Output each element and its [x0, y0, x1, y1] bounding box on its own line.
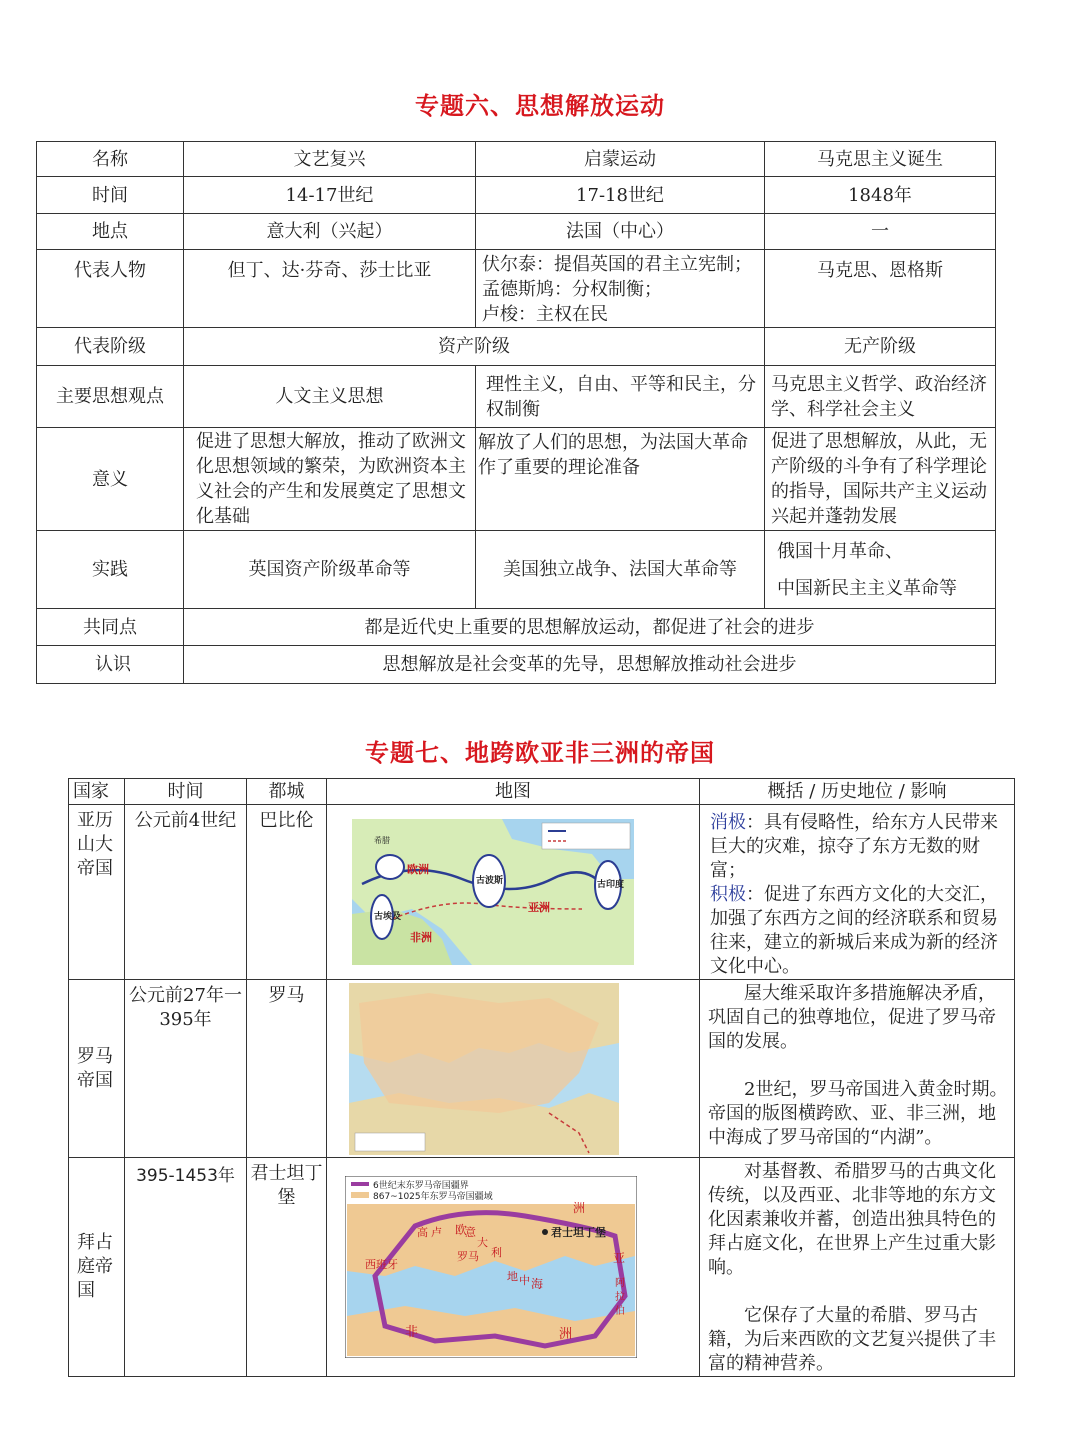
capital-alexander: 巴比伦 — [247, 805, 327, 980]
country-alexander: 亚历山大帝国 — [69, 805, 125, 980]
time-rome: 公元前27年一395年 — [125, 980, 247, 1158]
byzantine-p2: 它保存了大量的希腊、罗马古籍，为后来西欧的文艺复兴提供了丰富的精神营养。 — [708, 1305, 996, 1374]
map-label-lu: 卢 — [431, 1226, 442, 1239]
alexander-positive — [710, 883, 1008, 979]
map-label-bo: 伯 — [615, 1306, 625, 1317]
map-label-li: 利 — [491, 1246, 502, 1259]
label-positive: 积极 — [710, 884, 746, 905]
header-summary: 概括 / 历史地位 / 影响 — [700, 779, 1015, 805]
table-row — [69, 1158, 1015, 1377]
cell-renaissance-figures: 但丁、达·芬奇、莎士比亚 — [184, 250, 476, 328]
summary-alexander — [700, 805, 1015, 980]
cell-marxism-time: 1848年 — [765, 177, 996, 214]
table-row — [69, 980, 1015, 1158]
table-row — [37, 214, 996, 250]
map-label-asia: 亚 — [613, 1251, 626, 1265]
time-byzantine: 395-1453年 — [125, 1158, 247, 1377]
row-label-common: 共同点 — [37, 609, 184, 646]
cell-enlightenment-ideas: 理性主义，自由、平等和民主，分权制衡 — [476, 366, 765, 428]
label-negative: 消极 — [710, 812, 746, 833]
figure-montesquieu: 孟德斯鸠：分权制衡； — [482, 279, 662, 300]
thought-liberation-table — [36, 141, 996, 684]
table-row — [37, 531, 996, 609]
country-rome: 罗马帝国 — [69, 980, 125, 1158]
map-label-di: 地 — [507, 1270, 518, 1283]
spacer — [708, 1054, 1010, 1078]
map-alexander-cell — [327, 805, 700, 980]
cell-enlightenment-significance: 解放了人们的思想，为法国大革命作了重要的理论准备 — [476, 428, 765, 531]
cell-marxism-figures: 马克思、恩格斯 — [765, 250, 996, 328]
cell-renaissance-significance: 促进了思想大解放，推动了欧洲文化思想领域的繁荣，为欧洲资本主义社会的产生和发展奠定了思想文化基础 — [184, 428, 476, 531]
cell-renaissance-practice: 英国资产阶级革命等 — [184, 531, 476, 609]
cell-enlightenment-figures — [476, 250, 765, 328]
table-row — [37, 646, 996, 684]
figure-voltaire: 伏尔泰：提倡英国的君主立宪制； — [482, 254, 752, 275]
row-label-understanding: 认识 — [37, 646, 184, 684]
header-time: 时间 — [125, 779, 247, 805]
map-label-africa: 非 — [405, 1325, 419, 1340]
cell-bourgeois: 资产阶级 — [184, 328, 765, 366]
byzantine-p1: 对基督教、希腊罗马的古典文化传统，以及西亚、北非等地的东方文化因素兼收并蓄，创造出独具特色的拜占庭文化，在世界上产生过重大影响。 — [708, 1161, 996, 1278]
map-label-greece: 希腊 — [374, 836, 390, 845]
rome-p1: 屋大维采取许多措施解决矛盾，巩固自己的独尊地位，促进了罗马帝国的发展。 — [708, 983, 996, 1052]
header-map: 地图 — [327, 779, 700, 805]
map-label-africa-zhou: 洲 — [559, 1327, 573, 1342]
row-label-class: 代表阶级 — [37, 328, 184, 366]
cell-renaissance-ideas: 人文主义思想 — [184, 366, 476, 428]
cell-common: 都是近代史上重要的思想解放运动，都促进了社会的进步 — [184, 609, 996, 646]
capital-byzantine: 君士坦丁堡 — [247, 1158, 327, 1377]
map-greece-marker — [376, 855, 404, 879]
capital-rome: 罗马 — [247, 980, 327, 1158]
table-row — [69, 779, 1015, 805]
section6-title: 专题六、思想解放运动 — [415, 91, 665, 120]
map-label-sea: 海 — [531, 1277, 544, 1291]
cell-understanding: 思想解放是社会变革的先导，思想解放推动社会进步 — [184, 646, 996, 684]
map-rome-cell — [327, 980, 700, 1158]
map-capital-dot — [542, 1229, 548, 1235]
map-label-rome: 罗马 — [457, 1250, 479, 1263]
cell-enlightenment-practice: 美国独立战争、法国大革命等 — [476, 531, 765, 609]
map-label-europe: 欧洲 — [407, 863, 429, 876]
map-legend — [542, 823, 630, 849]
row-label-figures: 代表人物 — [37, 250, 184, 328]
map-label-capital: 君士坦丁堡 — [551, 1226, 606, 1239]
map-alexander — [352, 819, 634, 965]
cell-marxism-practice — [765, 531, 996, 609]
map-label-spain: 西班牙 — [365, 1258, 398, 1271]
cell-marxism-place: 一 — [765, 214, 996, 250]
row-label-place: 地点 — [37, 214, 184, 250]
cell-enlightenment-place: 法国（中心） — [476, 214, 765, 250]
map-rome — [349, 983, 619, 1155]
map-label-europe-zhou: 洲 — [573, 1201, 586, 1215]
summary-rome — [700, 980, 1015, 1158]
country-byzantine: 拜占庭帝国 — [69, 1158, 125, 1377]
map-label-india: 古印度 — [597, 880, 625, 890]
header-renaissance: 文艺复兴 — [184, 142, 476, 177]
map-legend-2: 867~1025年东罗马帝国疆域 — [373, 1192, 493, 1202]
map-label-da: 大 — [477, 1236, 488, 1249]
table-row — [37, 142, 996, 177]
table-row — [37, 609, 996, 646]
cell-renaissance-place: 意大利（兴起） — [184, 214, 476, 250]
header-marxism: 马克思主义诞生 — [765, 142, 996, 177]
map-label-africa: 非洲 — [410, 931, 432, 944]
table-row — [37, 250, 996, 328]
header-country: 国家 — [69, 779, 125, 805]
map-label-yi: 意 — [465, 1226, 476, 1239]
rome-p2: 2世纪，罗马帝国进入黄金时期。帝国的版图横跨欧、亚、非三洲，地中海成了罗马帝国的“内湖”。 — [708, 1079, 1008, 1148]
table-row — [37, 428, 996, 531]
row-label-time: 时间 — [37, 177, 184, 214]
practice-china: 中国新民主主义革命等 — [777, 577, 957, 599]
time-alexander: 公元前4世纪 — [125, 805, 247, 980]
cell-renaissance-time: 14-17世纪 — [184, 177, 476, 214]
header-capital: 都城 — [247, 779, 327, 805]
table-row — [69, 805, 1015, 980]
cell-proletariat: 无产阶级 — [765, 328, 996, 366]
figure-rousseau: 卢梭：主权在民 — [482, 304, 608, 325]
empires-table — [68, 778, 1015, 1377]
text-positive: ：促进了东西方文化的大交汇，加强了东西方之间的经济联系和贸易往来，建立的新城后来成为新的经济文化中心。 — [710, 884, 998, 977]
map-legend-1: 6世纪末东罗马帝国疆界 — [373, 1181, 469, 1191]
alexander-negative — [710, 811, 1008, 883]
practice-october: 俄国十月革命、 — [777, 540, 903, 562]
cell-enlightenment-time: 17-18世纪 — [476, 177, 765, 214]
row-label-practice: 实践 — [37, 531, 184, 609]
row-label-ideas: 主要思想观点 — [37, 366, 184, 428]
map-label-gao: 高 — [417, 1226, 428, 1239]
map-legend — [355, 1133, 425, 1151]
map-label-zhong: 中 — [519, 1274, 530, 1287]
map-legend-swatch — [351, 1192, 369, 1198]
table-row — [37, 366, 996, 428]
cell-marxism-significance: 促进了思想解放，从此，无产阶级的斗争有了科学理论的指导，国际共产主义运动兴起并蓬勃发展 — [765, 428, 996, 531]
table-row — [37, 177, 996, 214]
map-label-persia: 古波斯 — [476, 876, 504, 886]
text-negative: ：具有侵略性，给东方人民带来巨大的灾难，掠夺了东方无数的财富； — [710, 812, 998, 881]
map-label-la: 拉 — [615, 1292, 625, 1303]
row-label-significance: 意义 — [37, 428, 184, 531]
table-row — [37, 328, 996, 366]
cell-marxism-ideas: 马克思主义哲学、政治经济学、科学社会主义 — [765, 366, 996, 428]
map-label-a: 阿 — [615, 1278, 625, 1289]
header-name: 名称 — [37, 142, 184, 177]
summary-byzantine — [700, 1158, 1015, 1377]
header-enlightenment: 启蒙运动 — [476, 142, 765, 177]
map-label-europe: 欧 — [455, 1223, 468, 1237]
map-label-egypt: 古埃及 — [374, 912, 402, 922]
spacer — [708, 1280, 1010, 1304]
map-byzantine-cell — [327, 1158, 700, 1377]
map-label-asia: 亚洲 — [528, 901, 550, 914]
section7-title: 专题七、地跨欧亚非三洲的帝国 — [365, 738, 715, 767]
map-byzantine — [345, 1176, 637, 1358]
